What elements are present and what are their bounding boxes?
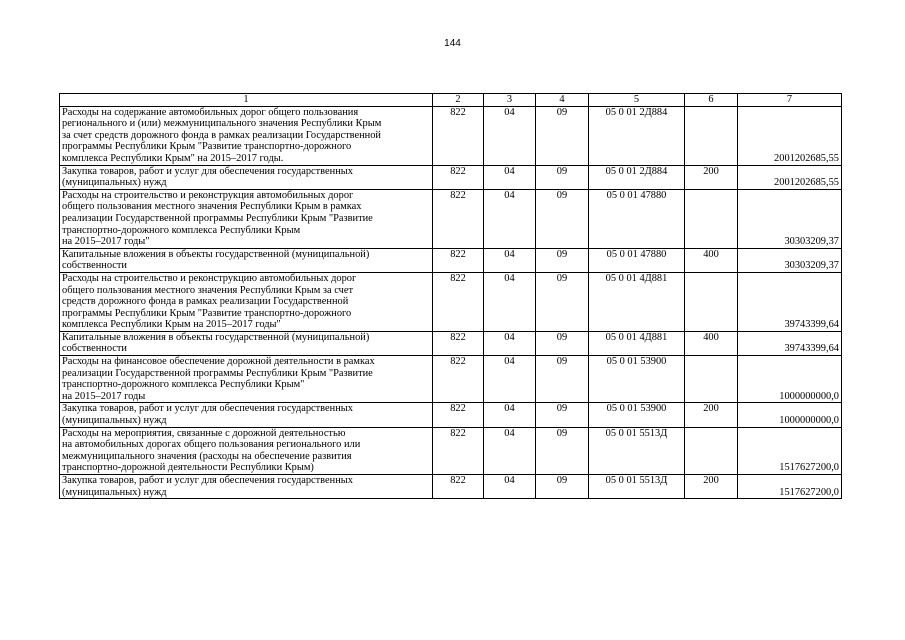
target-article-cell: 05 0 01 47880 bbox=[589, 189, 685, 248]
row-name-line: межмуниципального значения (расходы на обеспечение развития bbox=[62, 450, 352, 462]
row-name-line: на 2015–2017 годы" bbox=[62, 236, 150, 248]
ministry-code-cell: 822 bbox=[433, 189, 484, 248]
target-article-cell: 05 0 01 53900 bbox=[589, 356, 685, 403]
row-name-cell bbox=[60, 189, 433, 248]
expense-type-cell bbox=[685, 106, 738, 165]
target-article-cell: 05 0 01 53900 bbox=[589, 403, 685, 427]
subsection-code-cell: 09 bbox=[536, 403, 589, 427]
amount-cell: 1517627200,0 bbox=[738, 427, 842, 474]
budget-table bbox=[59, 93, 842, 499]
ministry-code-cell: 822 bbox=[433, 475, 484, 499]
row-name-cell bbox=[60, 403, 433, 427]
header-cell: 7 bbox=[738, 94, 842, 107]
ministry-code-cell: 822 bbox=[433, 106, 484, 165]
row-name-line: Капитальные вложения в объекты государственной (муниципальной) bbox=[62, 248, 370, 260]
row-name-line: программы Республики Крым "Развитие транспортно-дорожного bbox=[62, 307, 352, 319]
header-cell: 6 bbox=[685, 94, 738, 107]
table-row bbox=[60, 248, 842, 272]
row-name-line: транспортно-дорожной деятельности Республики Крым) bbox=[62, 462, 314, 474]
header-cell: 1 bbox=[60, 94, 433, 107]
table-row bbox=[60, 403, 842, 427]
row-name-line: комплекса Республики Крым" на 2015–2017 годы. bbox=[62, 152, 284, 164]
table-row bbox=[60, 272, 842, 331]
row-name-line: средств дорожного фонда в рамках реализации Государственной bbox=[62, 296, 349, 308]
table-row bbox=[60, 165, 842, 189]
row-name-line: реализации Государственной программы Республики Крым "Развитие bbox=[62, 367, 373, 379]
table-row bbox=[60, 106, 842, 165]
row-name-line: транспортно-дорожного комплекса Республики Крым bbox=[62, 224, 301, 236]
expense-type-cell: 200 bbox=[685, 165, 738, 189]
row-name-line: Закупка товаров, работ и услуг для обеспечения государственных bbox=[62, 475, 353, 486]
row-name-line: транспортно-дорожного комплекса Республики Крым" bbox=[62, 379, 305, 391]
row-name-line: Капитальные вложения в объекты государственной (муниципальной) bbox=[62, 331, 370, 343]
row-name-line: Расходы на финансовое обеспечение дорожной деятельности в рамках bbox=[62, 356, 375, 368]
row-name-cell bbox=[60, 248, 433, 272]
ministry-code-cell: 822 bbox=[433, 403, 484, 427]
row-name-cell bbox=[60, 427, 433, 474]
header-cell: 5 bbox=[589, 94, 685, 107]
row-name-cell bbox=[60, 272, 433, 331]
amount-cell: 39743399,64 bbox=[738, 331, 842, 355]
ministry-code-cell: 822 bbox=[433, 331, 484, 355]
ministry-code-cell: 822 bbox=[433, 427, 484, 474]
row-name-line: Расходы на содержание автомобильных дорог общего пользования bbox=[62, 106, 359, 118]
subsection-code-cell: 09 bbox=[536, 248, 589, 272]
amount-cell: 1000000000,0 bbox=[738, 403, 842, 427]
subsection-code-cell: 09 bbox=[536, 356, 589, 403]
section-code-cell: 04 bbox=[484, 356, 536, 403]
subsection-code-cell: 09 bbox=[536, 106, 589, 165]
table-row bbox=[60, 189, 842, 248]
amount-cell: 2001202685,55 bbox=[738, 165, 842, 189]
section-code-cell: 04 bbox=[484, 189, 536, 248]
section-code-cell: 04 bbox=[484, 427, 536, 474]
row-name-line: собственности bbox=[62, 343, 127, 355]
amount-cell: 39743399,64 bbox=[738, 272, 842, 331]
page-number: 144 bbox=[444, 38, 461, 49]
ministry-code-cell: 822 bbox=[433, 356, 484, 403]
amount-cell: 30303209,37 bbox=[738, 248, 842, 272]
subsection-code-cell: 09 bbox=[536, 189, 589, 248]
row-name-cell bbox=[60, 331, 433, 355]
ministry-code-cell: 822 bbox=[433, 165, 484, 189]
subsection-code-cell: 09 bbox=[536, 331, 589, 355]
row-name-line: (муниципальных) нужд bbox=[62, 177, 167, 189]
row-name-line: Расходы на мероприятия, связанные с дорожной деятельностью bbox=[62, 427, 346, 439]
header-cell: 4 bbox=[536, 94, 589, 107]
row-name-line: общего пользования местного значения Республики Крым в рамках bbox=[62, 201, 362, 213]
section-code-cell: 04 bbox=[484, 106, 536, 165]
subsection-code-cell: 09 bbox=[536, 427, 589, 474]
row-name-cell bbox=[60, 475, 433, 499]
row-name-cell bbox=[60, 356, 433, 403]
section-code-cell: 04 bbox=[484, 165, 536, 189]
row-name-line: на 2015–2017 годы bbox=[62, 390, 146, 402]
subsection-code-cell: 09 bbox=[536, 475, 589, 499]
ministry-code-cell: 822 bbox=[433, 248, 484, 272]
expense-type-cell: 400 bbox=[685, 248, 738, 272]
subsection-code-cell: 09 bbox=[536, 272, 589, 331]
target-article-cell: 05 0 01 5513Д bbox=[589, 427, 685, 474]
row-name-line: (муниципальных) нужд bbox=[62, 415, 167, 427]
expense-type-cell bbox=[685, 189, 738, 248]
row-name-line: программы Республики Крым "Развитие транспортно-дорожного bbox=[62, 141, 352, 153]
table-row bbox=[60, 475, 842, 499]
row-name-line: собственности bbox=[62, 260, 127, 272]
amount-cell: 30303209,37 bbox=[738, 189, 842, 248]
row-name-line: за счет средств дорожного фонда в рамках реализации Государственной bbox=[62, 129, 381, 141]
row-name-line: реализации Государственной программы Республики Крым "Развитие bbox=[62, 212, 373, 224]
target-article-cell: 05 0 01 4Д881 bbox=[589, 331, 685, 355]
subsection-code-cell: 09 bbox=[536, 165, 589, 189]
header-cell: 3 bbox=[484, 94, 536, 107]
expense-type-cell bbox=[685, 427, 738, 474]
table-row bbox=[60, 356, 842, 403]
table-row bbox=[60, 331, 842, 355]
target-article-cell: 05 0 01 4Д881 bbox=[589, 272, 685, 331]
expense-type-cell: 200 bbox=[685, 475, 738, 499]
expense-type-cell bbox=[685, 272, 738, 331]
amount-cell: 1517627200,0 bbox=[738, 475, 842, 499]
row-name-line: регионального и (или) межмуниципального значения Республики Крым bbox=[62, 118, 382, 130]
section-code-cell: 04 bbox=[484, 272, 536, 331]
expense-type-cell bbox=[685, 356, 738, 403]
row-name-line: Расходы на строительство и реконструкция автомобильных дорог bbox=[62, 189, 354, 201]
table-row bbox=[60, 427, 842, 474]
section-code-cell: 04 bbox=[484, 475, 536, 499]
row-name-line: комплекса Республики Крым на 2015–2017 годы" bbox=[62, 319, 281, 331]
target-article-cell: 05 0 01 2Д884 bbox=[589, 165, 685, 189]
row-name-line: Расходы на строительство и реконструкцию автомобильных дорог bbox=[62, 272, 357, 284]
target-article-cell: 05 0 01 2Д884 bbox=[589, 106, 685, 165]
section-code-cell: 04 bbox=[484, 331, 536, 355]
row-name-line: общего пользования местного значения Республики Крым за счет bbox=[62, 284, 353, 296]
section-code-cell: 04 bbox=[484, 403, 536, 427]
row-name-line: Закупка товаров, работ и услуг для обеспечения государственных bbox=[62, 403, 353, 415]
amount-cell: 2001202685,55 bbox=[738, 106, 842, 165]
row-name-cell bbox=[60, 165, 433, 189]
row-name-line: (муниципальных) нужд bbox=[62, 486, 167, 498]
row-name-cell bbox=[60, 106, 433, 165]
section-code-cell: 04 bbox=[484, 248, 536, 272]
target-article-cell: 05 0 01 5513Д bbox=[589, 475, 685, 499]
expense-type-cell: 200 bbox=[685, 403, 738, 427]
row-name-line: Закупка товаров, работ и услуг для обеспечения государственных bbox=[62, 165, 353, 177]
expense-type-cell: 400 bbox=[685, 331, 738, 355]
header-cell: 2 bbox=[433, 94, 484, 107]
ministry-code-cell: 822 bbox=[433, 272, 484, 331]
target-article-cell: 05 0 01 47880 bbox=[589, 248, 685, 272]
amount-cell: 1000000000,0 bbox=[738, 356, 842, 403]
table-header-row bbox=[60, 94, 842, 107]
row-name-line: на автомобильных дорогах общего пользования регионального или bbox=[62, 439, 361, 451]
